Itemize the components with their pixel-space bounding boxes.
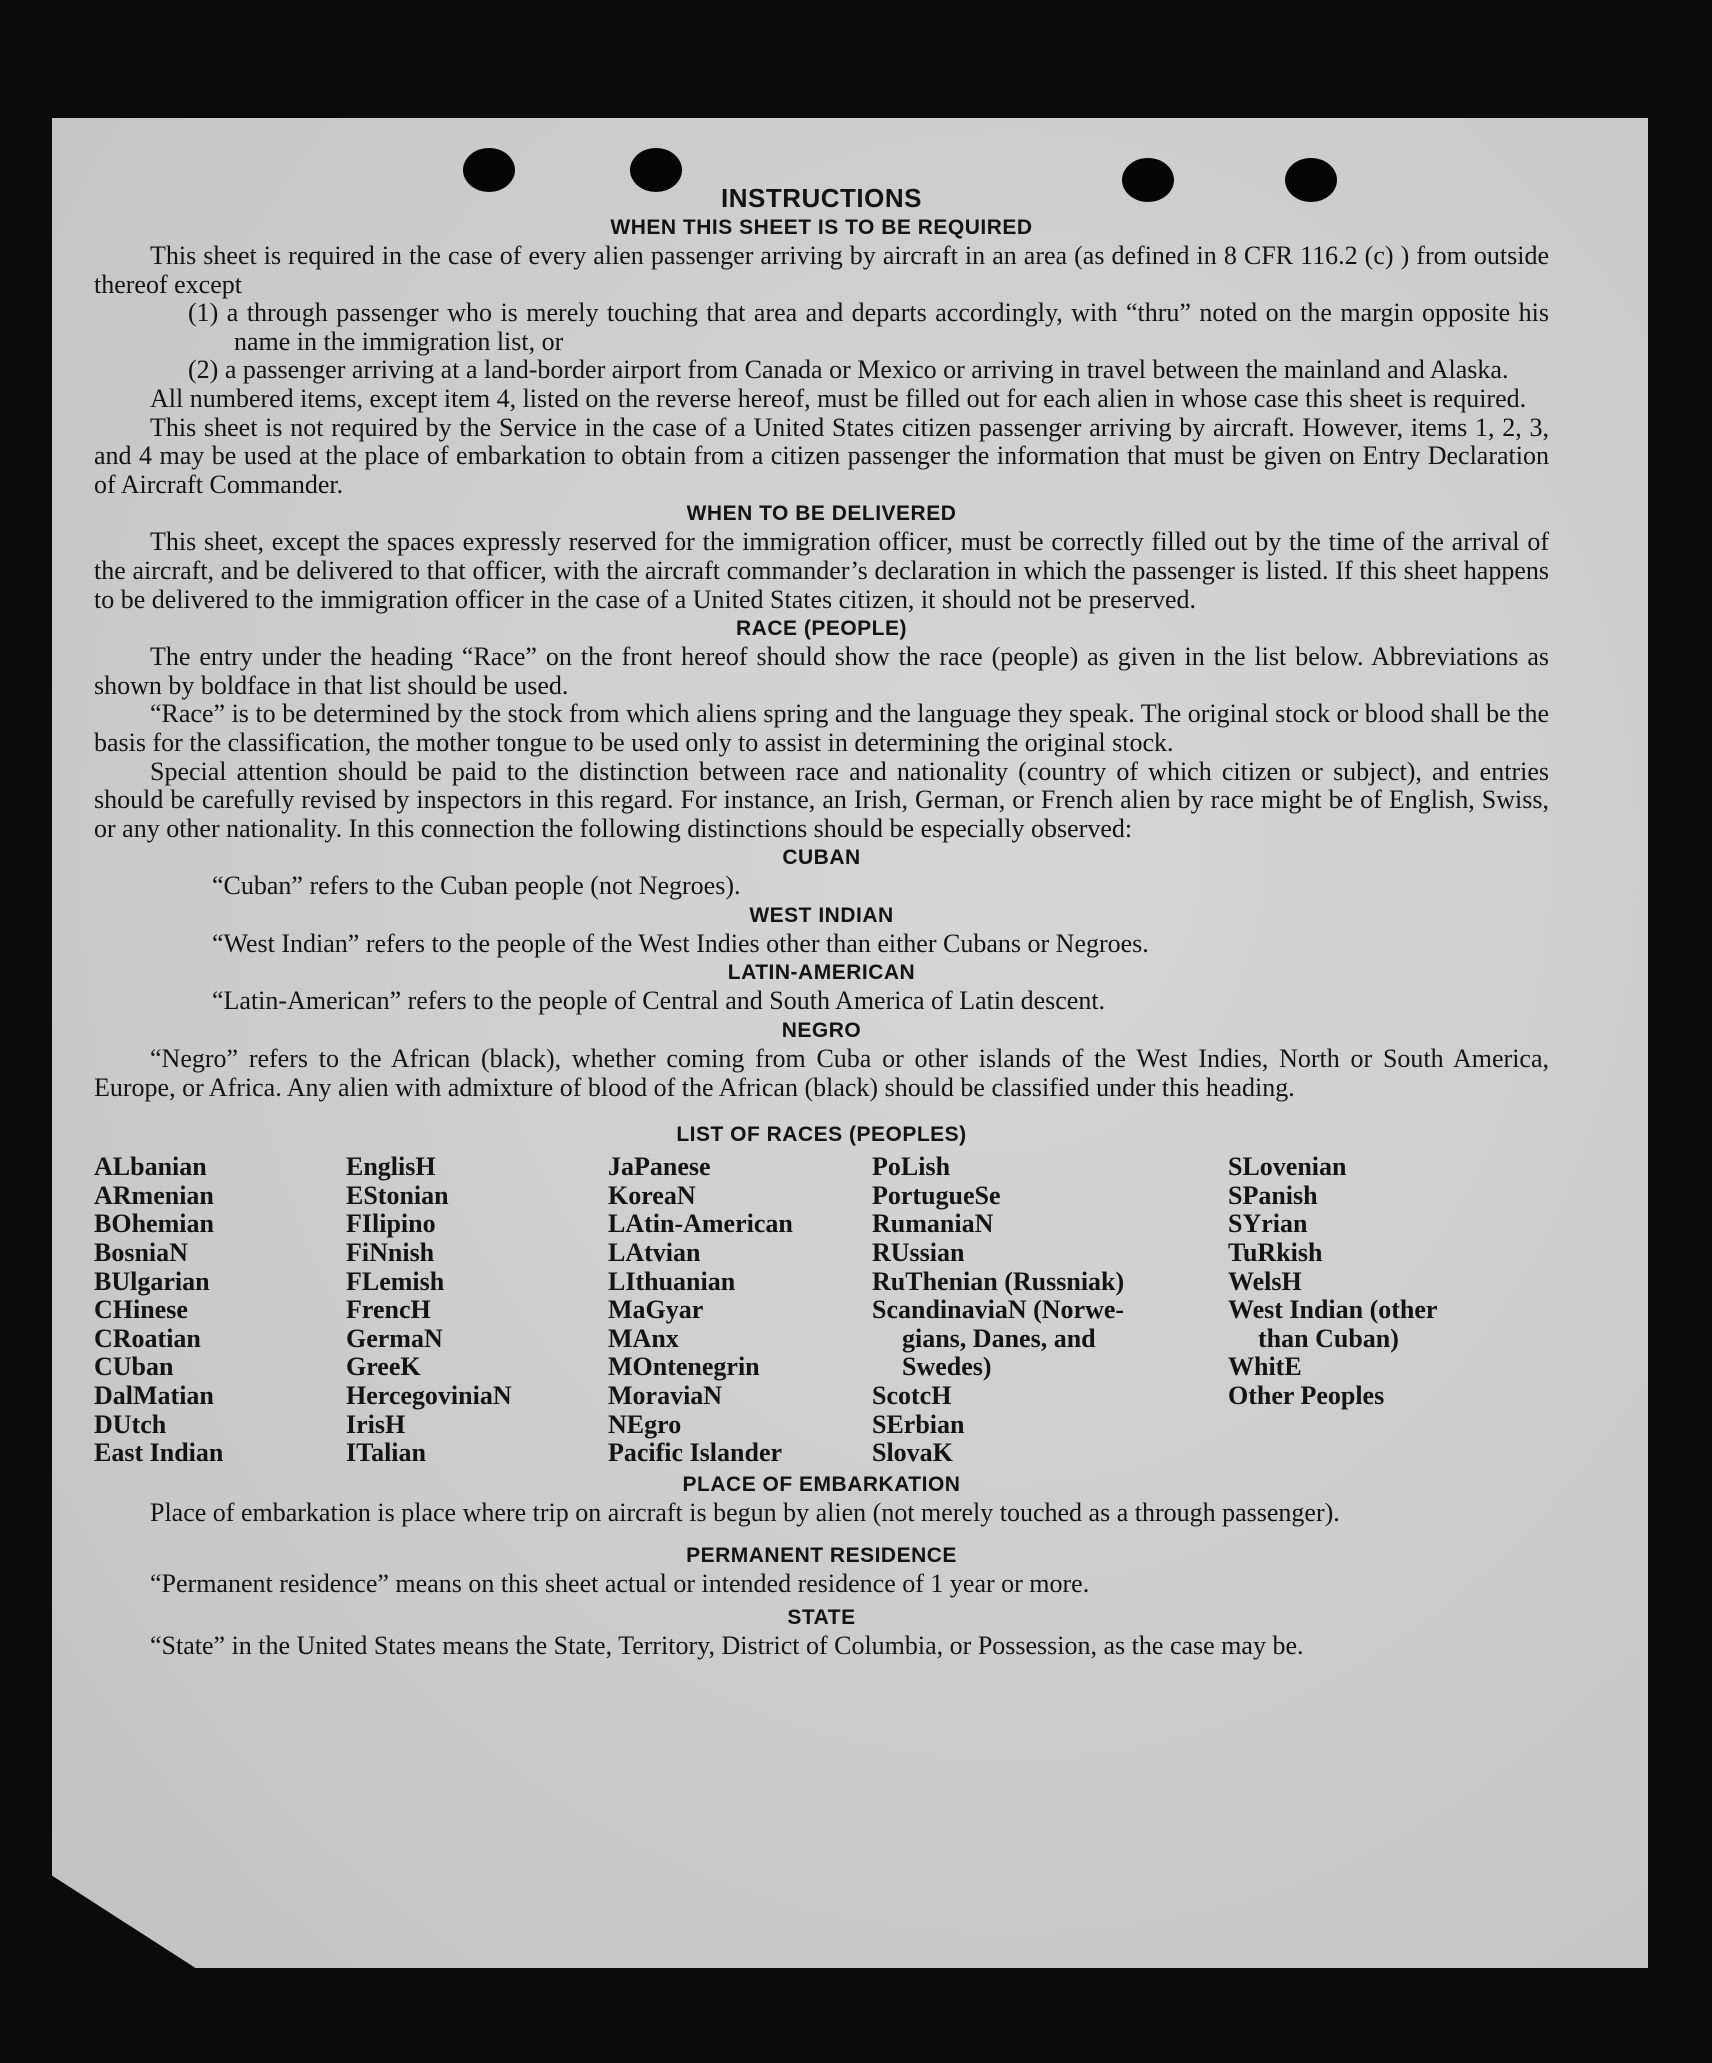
state-text: “State” in the United States means the State, Territory, District of Columbia, or Possession, as the case may be.: [150, 1630, 1304, 1660]
race-entry: PortugueSe: [872, 1180, 1001, 1210]
race-entry: PoLish: [872, 1152, 951, 1182]
instructions-content: [94, 184, 1549, 1661]
race-entry: IrisH: [346, 1409, 406, 1439]
race-entry: SPanish: [1228, 1180, 1318, 1210]
race-entry: LIthuanian: [608, 1266, 736, 1296]
race-entry: NEgro: [608, 1409, 682, 1439]
race-entry: CUban: [94, 1352, 174, 1382]
race-entry: GermaN: [346, 1323, 443, 1353]
race-entry: Pacific Islander: [608, 1438, 783, 1468]
race-entry: DUtch: [94, 1409, 167, 1439]
race-entry: LAtvian: [608, 1238, 701, 1268]
residence-text: “Permanent residence” means on this sheet actual or intended residence of 1 year or more.: [150, 1569, 1090, 1599]
race-entry: East Indian: [94, 1438, 224, 1468]
race-entry: LAtin-American: [608, 1209, 793, 1239]
race-entry: KoreaN: [608, 1180, 696, 1210]
race-entry: FiNnish: [346, 1238, 435, 1268]
race-entry: JaPanese: [608, 1152, 711, 1182]
race-entry: SLovenian: [1228, 1152, 1347, 1182]
section-heading-embarkation: PLACE OF EMBARKATION: [682, 1472, 961, 1496]
race-entry: ARmenian: [94, 1180, 214, 1210]
section-heading-negro: NEGRO: [781, 1019, 862, 1043]
section-heading-residence: PERMANENT RESIDENCE: [686, 1544, 957, 1568]
race-paragraph-2: “Race” is to be determined by the stock from which aliens spring and the language they speak. The original stock or blood shall be the basis for the classification, the mother tongue to be used only to assist in determining the original stock.: [94, 699, 1549, 757]
race-entry: MoraviaN: [608, 1381, 723, 1410]
races-column-3: [608, 1153, 872, 1468]
section-heading-when-delivered: WHEN TO BE DELIVERED: [686, 502, 957, 526]
race-entry: West Indian (other: [1228, 1295, 1438, 1325]
citizen-paragraph: This sheet is not required by the Service in the case of a United States citizen passenger arriving by aircraft. However, items 1, 2, 3, and 4 may be used at the place of embarkation to obtain from a citizen passenger the information that must be given on Entry Declaration of Aircraft Commander.: [94, 412, 1549, 499]
race-entry: EnglisH: [346, 1152, 436, 1182]
race-entry: FLemish: [346, 1266, 445, 1296]
races-column-1: [94, 1153, 346, 1468]
when-delivered-text: This sheet, except the spaces expressly reserved for the immigration officer, must be correctly filled out by the time of the arrival of the aircraft, and be delivered to that officer, with the aircraft commander’s declaration in which the passenger is listed. If this sheet happens to be delivered to the immigration officer in the case of a United States citizen, it should not be preserved.: [94, 527, 1549, 614]
negro-text: “Negro” refers to the African (black), whether coming from Cuba or other islands of the West Indies, North or South America, Europe, or Africa. Any alien with admixture of blood of the African (black) should be classified under this heading.: [94, 1044, 1549, 1102]
embarkation-text: Place of embarkation is place where trip on aircraft is begun by alien (not merely touched as a through passenger).: [150, 1497, 1340, 1527]
race-entry: CHinese: [94, 1295, 188, 1325]
section-heading-state: STATE: [787, 1605, 856, 1629]
race-entry: DalMatian: [94, 1381, 214, 1410]
instructions-title: INSTRUCTIONS: [721, 183, 922, 213]
race-paragraph-1: The entry under the heading “Race” on the front hereof should show the race (people) as given in the list below. Abbreviations as shown by boldface in that list should be used.: [94, 642, 1549, 700]
section-heading-cuban: CUBAN: [782, 846, 861, 870]
race-entry: WhitE: [1228, 1352, 1302, 1382]
race-entry: than Cuban): [1258, 1323, 1399, 1353]
race-entry: MaGyar: [608, 1295, 704, 1325]
exception-item-1: (1) a through passenger who is merely touching that area and departs accordingly, with “thru” noted on the margin opposite his name in the immigration list, or: [188, 298, 1549, 356]
race-entry: BUlgarian: [94, 1266, 210, 1296]
race-entry: FrencH: [346, 1295, 431, 1325]
race-entry: WelsH: [1228, 1266, 1302, 1296]
race-entry: BosniaN: [94, 1238, 188, 1268]
race-entry: ScandinaviaN (Norwe-: [872, 1295, 1125, 1325]
race-entry: FIlipino: [346, 1209, 436, 1239]
latin-american-text: “Latin-American” refers to the people of Central and South America of Latin descent.: [212, 986, 1106, 1016]
race-entry: Other Peoples: [1228, 1381, 1385, 1410]
race-entry: ALbanian: [94, 1152, 207, 1182]
race-entry: ScotcH: [872, 1381, 952, 1410]
race-entry: SYrian: [1228, 1209, 1308, 1239]
races-column-5: [1228, 1153, 1518, 1468]
races-column-2: [346, 1153, 608, 1468]
race-entry: SErbian: [872, 1409, 965, 1439]
section-heading-race: RACE (PEOPLE): [735, 617, 907, 641]
race-paragraph-3: Special attention should be paid to the distinction between race and nationality (country of which citizen or subject), and entries should be carefully revised by inspectors in this regard. For instance, an Irish, German, or French alien by race might be of English, Swiss, or any other nationality. In this connection the following distinctions should be especially observed:: [94, 756, 1549, 843]
races-table: [94, 1153, 1549, 1468]
race-entry: MAnx: [608, 1323, 679, 1353]
section-heading-west-indian: WEST INDIAN: [749, 903, 894, 927]
race-entry: Swedes): [902, 1352, 992, 1382]
race-entry: RumaniaN: [872, 1209, 994, 1239]
race-entry: GreeK: [346, 1352, 421, 1382]
race-entry: CRoatian: [94, 1323, 201, 1353]
race-entry: SlovaK: [872, 1438, 953, 1468]
race-entry: RuThenian (Russniak): [872, 1266, 1125, 1296]
race-entry: TuRkish: [1228, 1238, 1323, 1268]
section-heading-latin-american: LATIN-AMERICAN: [727, 961, 916, 985]
race-entry: MOntenegrin: [608, 1352, 760, 1382]
west-indian-text: “West Indian” refers to the people of the West Indies other than either Cubans or Negroes.: [212, 928, 1149, 958]
race-entry: EStonian: [346, 1180, 449, 1210]
race-entry: BOhemian: [94, 1209, 214, 1239]
section-heading-when-required: WHEN THIS SHEET IS TO BE REQUIRED: [610, 216, 1033, 239]
race-entry: ITalian: [346, 1438, 426, 1468]
race-entry: HercegoviniaN: [346, 1381, 512, 1410]
section-heading-list-of-races: LIST OF RACES (PEOPLES): [676, 1123, 967, 1147]
race-entry: gians, Danes, and: [902, 1323, 1096, 1353]
numbered-items-paragraph: All numbered items, except item 4, listed on the reverse hereof, must be filled out for each alien in whose case this sheet is required.: [150, 383, 1527, 413]
races-column-4: [872, 1153, 1228, 1468]
exception-item-2: (2) a passenger arriving at a land-border airport from Canada or Mexico or arriving in travel between the mainland and Alaska.: [188, 355, 1509, 385]
when-required-intro: This sheet is required in the case of every alien passenger arriving by aircraft in an area (as defined in 8 CFR 116.2 (c) ) from outside thereof except: [94, 241, 1549, 299]
race-entry: RUssian: [872, 1238, 965, 1268]
cuban-text: “Cuban” refers to the Cuban people (not Negroes).: [212, 871, 741, 901]
